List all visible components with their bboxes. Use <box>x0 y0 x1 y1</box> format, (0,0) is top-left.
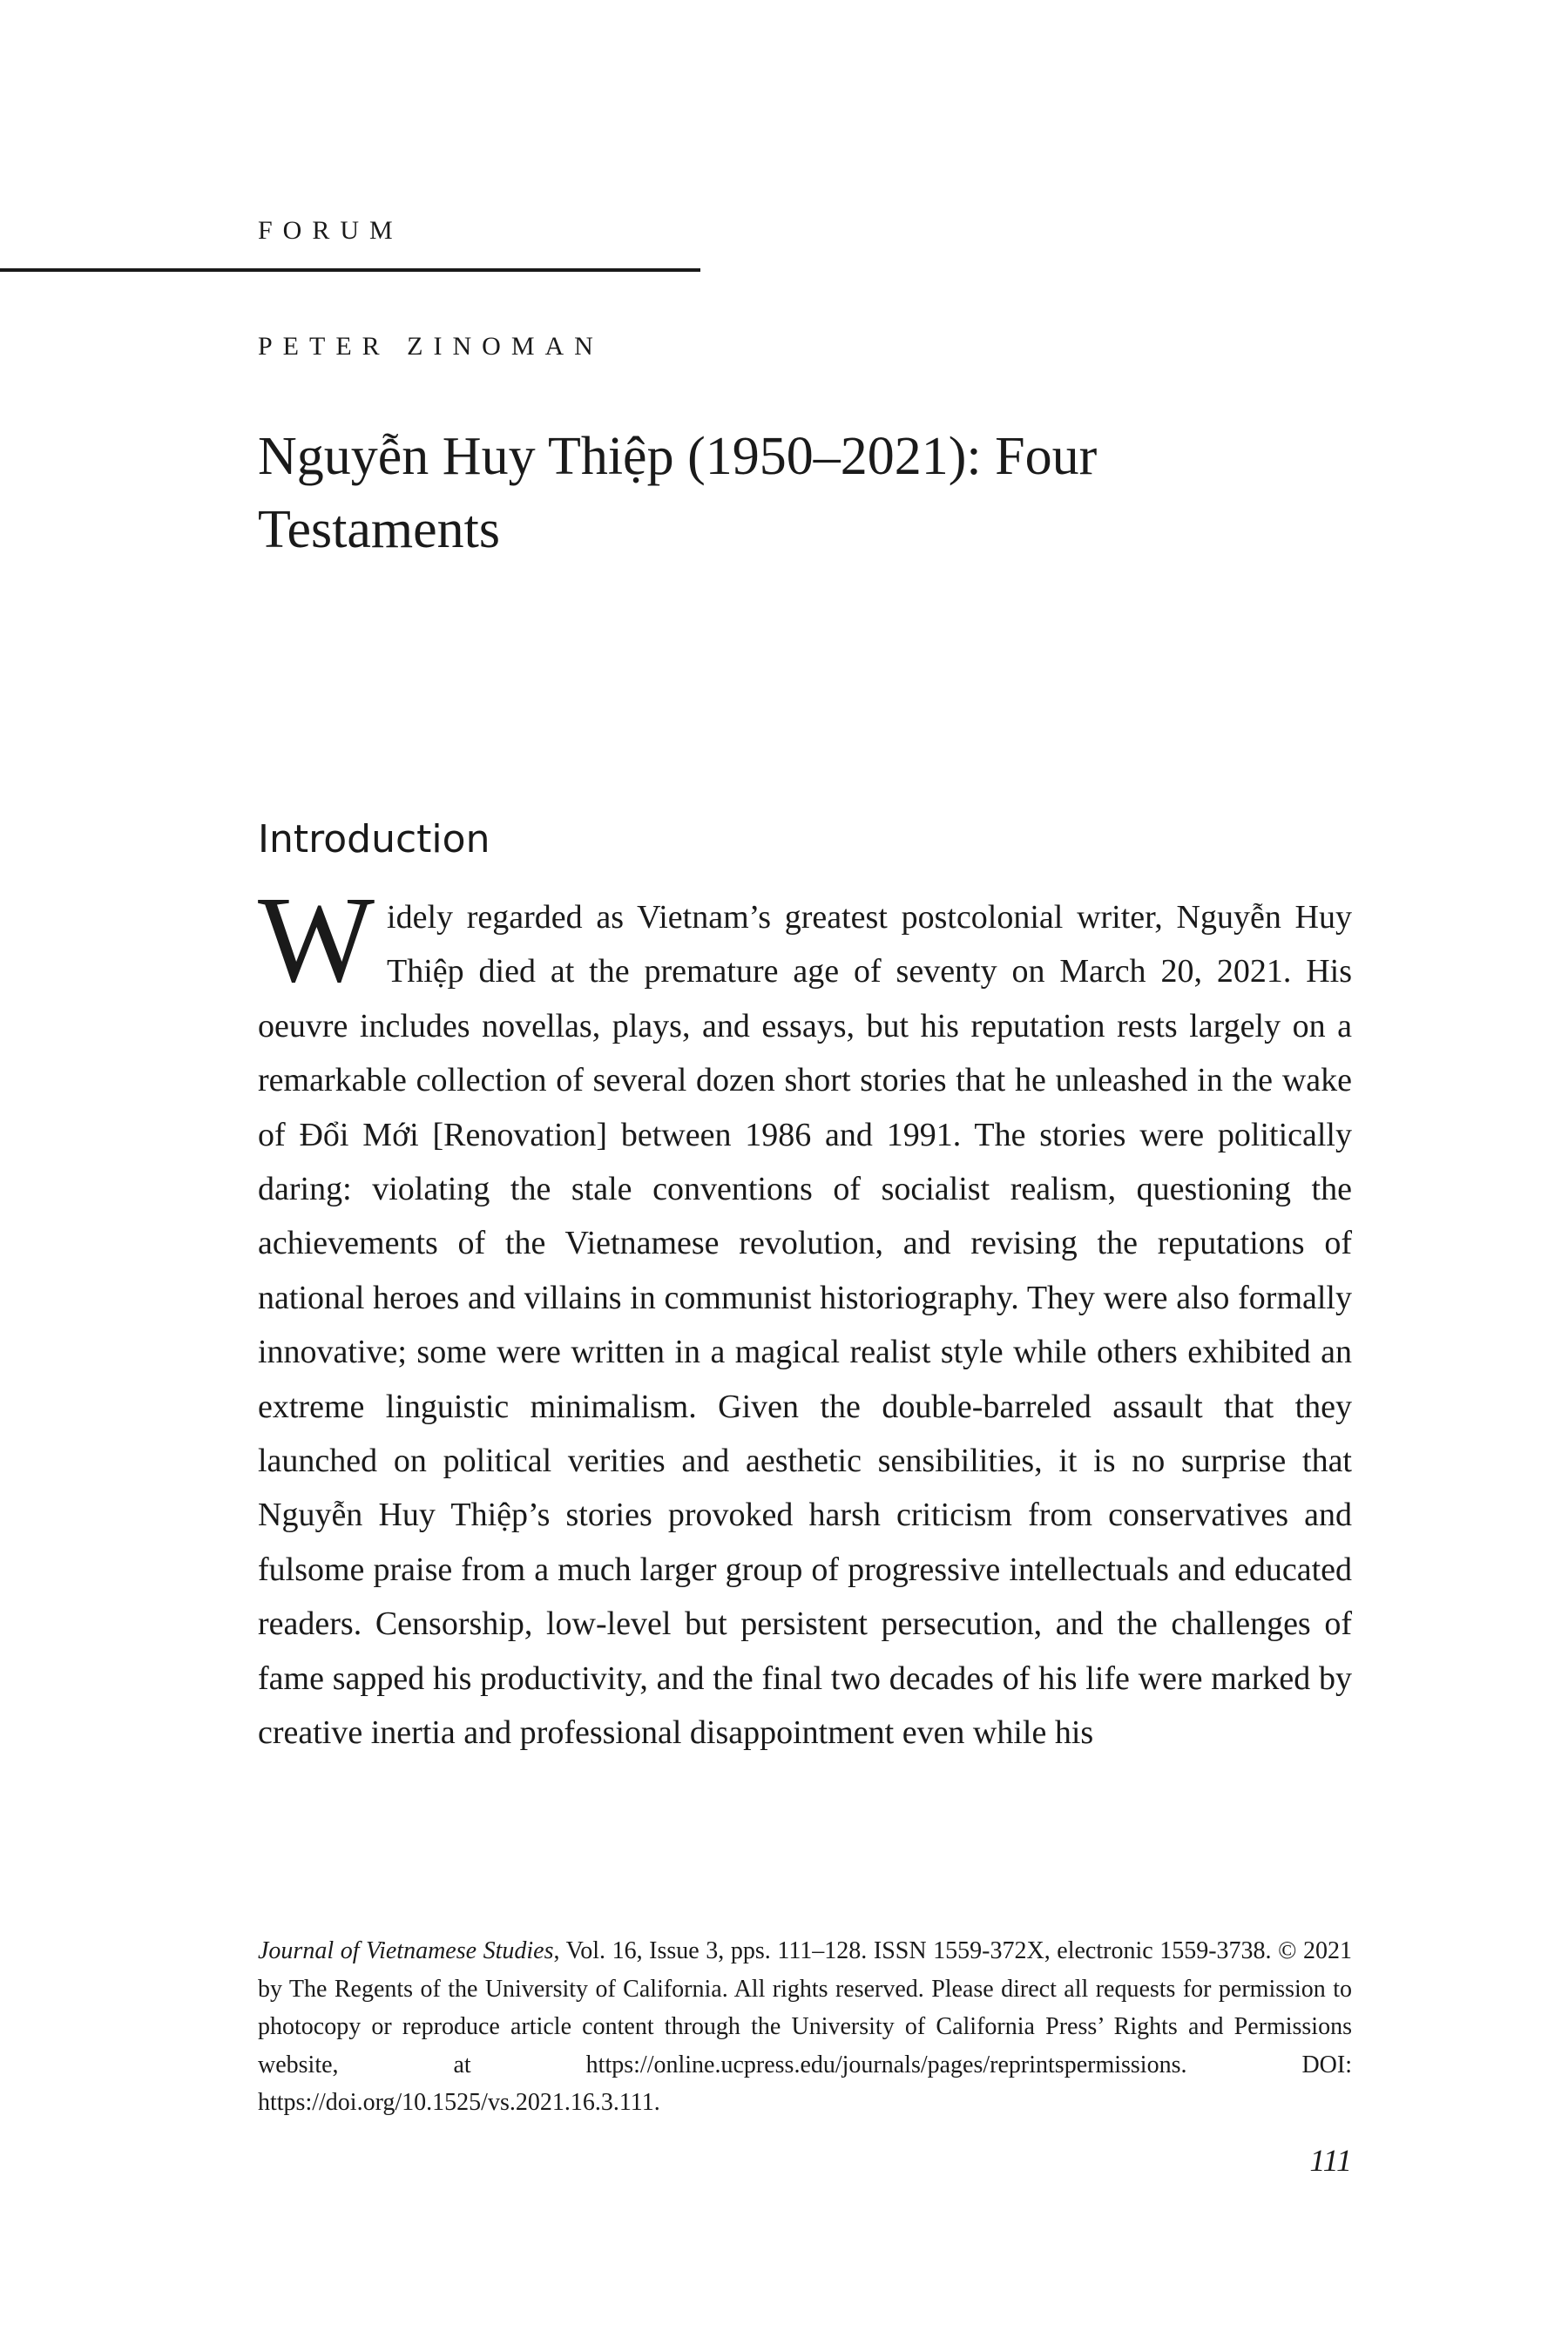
drop-cap: W <box>258 870 375 1008</box>
body-paragraph-text: idely regarded as Vietnam’s greatest postcolonial writer, Nguyễn Huy Thiệp died at the premature age of seventy on March 20, 2021. His oeuvre includes novellas, plays, and essays, but his reputation rests largely on a remarkable collection of several dozen short stories that he unleashed in the wake of Đổi Mới [Renovation] between 1986 and 1991. The stories were politically daring: violating the stale conventions of socialist realism, questioning the achievements of the Vietnamese revolution, and revising the reputations of national heroes and villains in communist historiography. They were also formally innovative; some were written in a magical realist style while others exhibited an extreme linguistic minimalism. Given the double-barreled assault that they launched on political verities and aesthetic sensibilities, it is no surprise that Nguyễn Huy Thiệp’s stories provoked harsh criticism from conservatives and fulsome praise from a much larger group of progressive intellectuals and educated readers. Censorship, low-level but persistent persecution, and the challenges of fame sapped his productivity, and the final two decades of his life were marked by creative inertia and professional disappointment even while his <box>258 899 1352 1752</box>
section-label: FORUM <box>258 216 403 245</box>
section-rule <box>0 268 700 272</box>
page-number: 111 <box>1309 2143 1352 2178</box>
body-paragraph <box>258 870 1352 1761</box>
journal-name: Journal of Vietnamese Studies <box>258 1937 554 1964</box>
section-heading: Introduction <box>258 817 490 862</box>
article-title: Nguyễn Huy Thiệp (1950–2021): Four Testaments <box>258 427 1098 559</box>
citation-text: , Vol. 16, Issue 3, pps. 111–128. ISSN 1559-372X, electronic 1559-3738. © 2021 by The Regents of the University of California. All rights reserved. Please direct all requests for permission to photocopy or reproduce article content through the University of California Press’ Rights and Permissions website, at https://online.ucpress.edu/journals/pages/reprintspermissions. DOI: https://doi.org/10.1525/vs.2021.16.3.111. <box>258 1937 1353 2116</box>
citation-footnote <box>258 1932 1352 2122</box>
author-name: PETER ZINOMAN <box>258 332 604 361</box>
